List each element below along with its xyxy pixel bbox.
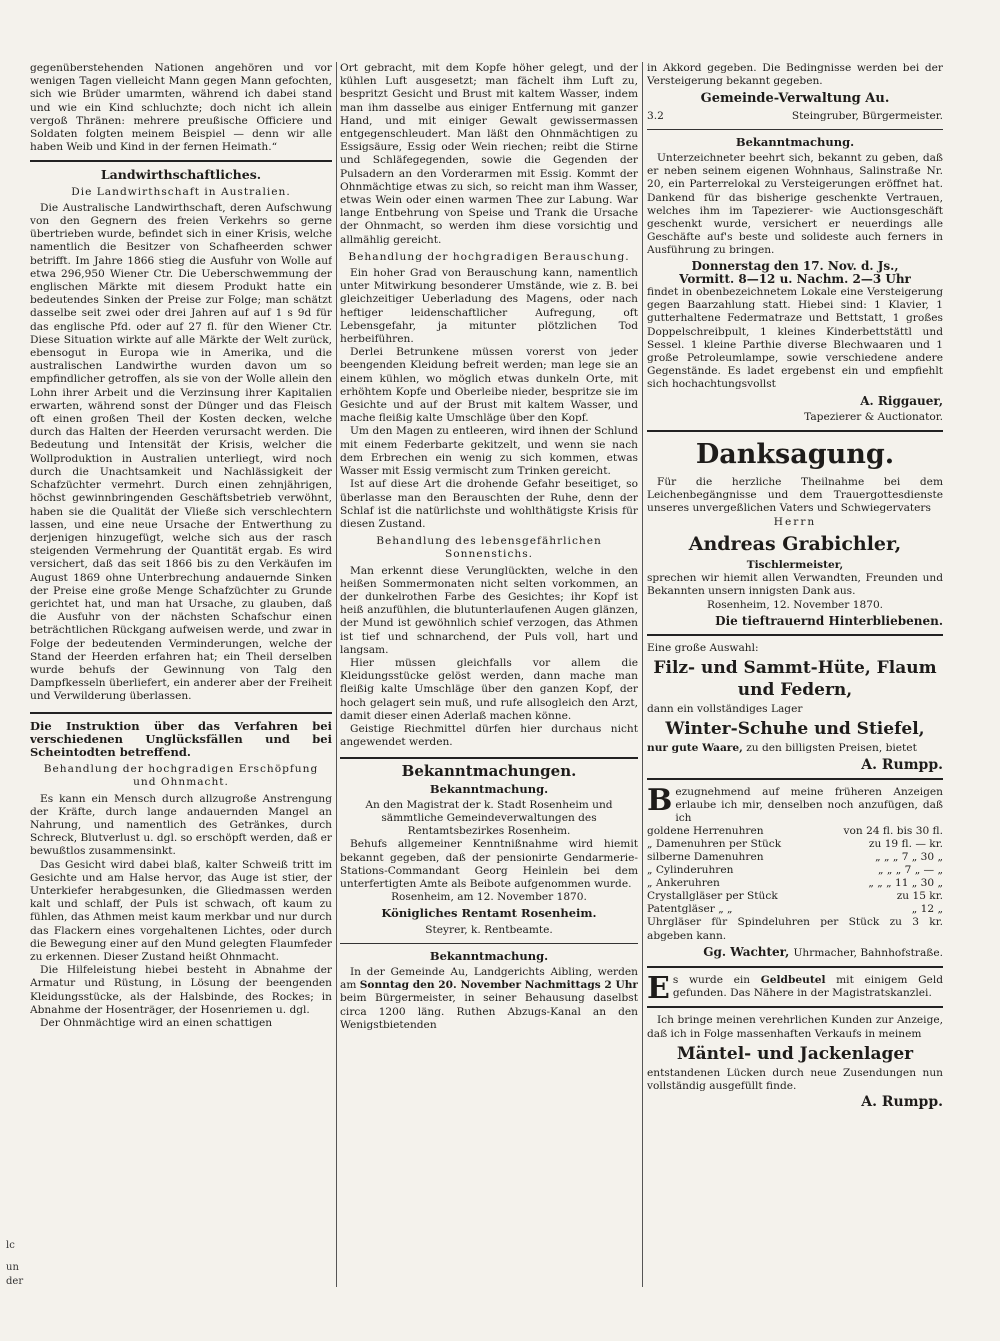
ad-signature: A. Rumpp. [861, 1094, 943, 1111]
notice-signature: Königliches Rentamt Rosenheim. [381, 906, 597, 921]
divider [647, 430, 943, 432]
ad-intro: Eine große Auswahl: [647, 641, 759, 654]
watch-ad [647, 782, 943, 960]
divider [647, 966, 943, 968]
price-row [647, 864, 943, 877]
ad-body: dann ein vollständiges Lager [647, 703, 803, 716]
price-value: „ „ „ 11 „ 30 „ [868, 877, 943, 890]
article-paragraph: Die Hilfeleistung hiebei besteht in Abnahme der Armatur und Rüstung, in Lösung der beengenden Kleidungsstücke, als der Halsbinde, des Rockes; in Abnahme der Hosenträger, der Hosenriemen u. dgl. [30, 964, 332, 1016]
ad-body: Uhrgläser für Spindeluhren per Stück zu 3 kr. abgeben kann. [647, 916, 943, 942]
signer-name: Gg. Wachter, [703, 944, 790, 959]
notice-continuation: in Akkord gegeben. Die Bedingnisse werden bei der Versteigerung bekannt gegeben. [647, 62, 943, 88]
article-body: Die Australische Landwirthschaft, deren Aufschwung von den Gegnern des freien Verkehrs so gerne übertrieben wurde, befindet sich in einer Krisis, welche namentlich die Besitzer von Schafheerden schwer betrifft. Im Jahre 1866 stieg die Ausfuhr von Wolle auf etwa 296,950 Wiener Ctr. Die Ueberschwemmung der englischen Märkte mit diesem Produkt hatte ein bedeutendes Sinken der Preise zur Folge; man schätzt dasselbe seit zwei oder drei Jahren auf auf 1 s 9d für das englische Pfd. oder auf 27 fl. für den Wiener Ctr. Diese Situation wirkte auf alle Märkte der Welt zurück, ebensogut in Europa wie in Amerika, und die australischen Landwirthe wurden davon um so empfindlicher getroffen, als sie von der Wolle allein den Lohn ihrer Arbeit und die Verzinsung ihrer Kapitalien erwarten, während sonst der Dünger und das Fleisch oft einen großen Theil der Kosten decken, welche durch das Halten der Heerden verursacht werden. Die Bedeutung und Intensität der Krisis, welcher die Wollproduktion in Australien unterliegt, wird noch durch die Unachtsamkeit und Nachlässigkeit der Schafzüchter vermehrt. Durch einen zehnjährigen, höchst gewinnbringenden Geschäftsbetrieb verwöhnt, haben sie die Qualität der Vließe sich verschlechtern lassen, und eine neue Ursache der Entwerthung zu derjenigen hinzugefügt, welche sich aus der rasch steigenden Vermehrung der Quantität ergab. Es wird versichert, daß das seit 1866 bis zu den Verkäufen im August 1869 ohne Unterbrechung andauernde Sinken der Preise eine große Menge Schafzüchter zu Grunde gerichtet hat, und man hat Ursache, zu glauben, daß die Ausfuhr von der nächsten Schafschur einen beträchtlichen Rückgang aufweisen werde, und zwar in Folge der bedeutenden Verminderungen, welche der Stand der Heerden erfahren hat; ein Theil derselben wurde behufs der Gewinnung von Talg den Dampfkesseln überliefert, ein anderer aber der Freiheit und Verwilderung überlassen. [30, 201, 332, 703]
ad-body: Ich bringe meinen verehrlichen Kunden zur Anzeige, daß ich in Folge massenhaften Verkaufs in meinem [647, 1014, 943, 1040]
price-table [647, 825, 943, 916]
ad-role: Tischlermeister, [746, 558, 844, 571]
notice-text: In der Gemeinde Au, Landgerichts Aibling, werden am [340, 966, 638, 992]
notice-date-bold: Sonntag den 20. November Nachmittags 2 Uhr [359, 979, 638, 992]
price-value: zu 19 fl. — kr. [868, 838, 943, 851]
column-rule-2 [642, 62, 643, 1287]
ad-text: mit einigem Geld gefunden. Das Nähere in der Magistratskanzlei. [672, 973, 943, 1000]
section-heading: Landwirthschaftliches. [100, 167, 262, 183]
ad-signature [647, 946, 943, 960]
divider [30, 160, 332, 162]
column-rule-1 [336, 62, 337, 1287]
section-heading: Die Instruktion über das Verfahren bei verschiedenen Unglücksfällen und bei Scheintodten betreffend. [30, 718, 332, 759]
divider [647, 1006, 943, 1008]
auction-date: Donnerstag den 17. Nov. d. Js., [691, 258, 899, 273]
divider [647, 129, 943, 130]
price-value: „ „ „ 7 „ 30 „ [875, 851, 943, 864]
price-item: „ Cylinderuhren [647, 864, 734, 877]
article-paragraph: Es kann ein Mensch durch allzugroße Anstrengung der Kräfte, durch lange andauernden Mangel an Nahrung, und namentlich des Getränkes, durch Schreck, Blutverlust u. dgl. so erschöpft werden, daß er bewußtlos zusammensinkt. [30, 792, 332, 858]
price-value: „ „ „ 7 „ — „ [878, 864, 943, 877]
article-subheading: Behandlung der hochgradigen Erschöpfung und Ohnmacht. [43, 763, 319, 789]
ad-body [647, 974, 943, 1000]
price-row [647, 851, 943, 864]
margin-note: un [6, 1262, 19, 1273]
price-item: goldene Herrenuhren [647, 825, 764, 838]
ad-body [647, 742, 943, 755]
lost-found-notice [647, 970, 943, 1006]
price-item: „ Damenuhren per Stück [647, 838, 782, 851]
article-paragraph: Derlei Betrunkene müssen vorerst von jeder beengenden Kleidung befreit werden; man lege sie an einem kühlen, wo möglich etwas dunkeln Orte, mit erhöhtem Kopfe und Oberleibe nieder, bespritze sie im Gesichte und auf der Brust mit kaltem Wasser, und mache fleißig kalte Umschläge über den Kopf. [340, 346, 638, 425]
price-value: von 24 fl. bis 30 fl. [843, 825, 943, 838]
notice-title: Bekanntmachung. [735, 134, 855, 149]
article-paragraph: Ort gebracht, mit dem Kopfe höher gelegt, und der kühlen Luft ausgesetzt; man fächelt ihm Luft zu, bespritzt Gesicht und Brust mit kaltem Wasser, indem man ihm dasselbe aus einiger Entfernung mit ganzer Hand, und mit einiger Gewalt gewissermassen entgegenschleudert. Man läßt den Ohnmächtigen zu Essigsäure, Essig oder Wein riechen; reibt die Stirne und Schläfegegenden, sowie die Gegenden der Pulsadern an den Vorderarmen mit Essig. Kommt der Ohnmächtige etwas zu sich, so reicht man ihm Wasser, etwas Wein oder einen warmen Thee zur Labung. War lange Entbehrung von Speise und Trank die Ursache der Ohnmacht, so werden ihm diese vorsichtig und allmählig gereicht. [340, 62, 638, 246]
drop-cap: E [647, 970, 670, 1006]
ad-signature: A. Rumpp. [861, 756, 943, 773]
article-paragraph: Man erkennt diese Verunglückten, welche in den heißen Sommermonaten nicht selten vorkommen, an der dunkelrothen Farbe des Gesichtes; ihr Kopf ist heiß anzufühlen, die blutunterlaufenen Augen glänzen, der Mund ist gewöhnlich schief verzogen, das Athmen ist tief und schnarchend, der Puls voll, hart und langsam. [340, 564, 638, 656]
notice-body [340, 966, 638, 1032]
divider [647, 778, 943, 780]
column-middle [340, 62, 638, 1302]
price-row [647, 903, 943, 916]
ad-headline: Mäntel- und Jackenlager [676, 1043, 914, 1064]
ad-name: Andreas Grabichler, [688, 532, 902, 555]
price-value: zu 15 kr. [896, 890, 943, 903]
price-row [647, 825, 943, 838]
ad-emphasis: Geldbeutel [760, 973, 826, 986]
article-continuation: gegenüberstehenden Nationen angehören und vor wenigen Tagen vielleicht Mann gegen Mann gefochten, sich wie Brüder umarmten, während ich dabei stand und wie ein Kind schluchzte; doch nicht ich allein vergoß Thränen: mehrere preußische Officiere und Soldaten folgten meinem Beispiel — denn wir alle haben Weib und Kind in der fernen Heimath.“ [30, 62, 332, 154]
ad-body: sprechen wir hiemit allen Verwandten, Freunden und Bekannten unsern innigsten Dank aus. [647, 572, 943, 598]
margin-note: lc [6, 1240, 15, 1251]
ad-date: Rosenheim, 12. November 1870. [706, 598, 884, 611]
price-value: „ 12 „ [911, 903, 943, 916]
signer-role: Uhrmacher, Bahnhofstraße. [793, 946, 943, 959]
drop-cap: B [647, 782, 673, 818]
auction-time: Vormitt. 8—12 u. Nachm. 2—3 Uhr [679, 271, 911, 286]
price-item: Crystallgläser per Stück [647, 890, 778, 903]
notice-signer: Steyrer, k. Rentbeamte. [425, 923, 553, 936]
column-left [30, 62, 332, 1302]
divider [340, 943, 638, 944]
price-row [647, 838, 943, 851]
price-item: „ Ankeruhren [647, 877, 720, 890]
notice-body: Behufs allgemeiner Kenntnißnahme wird hiemit bekannt gegeben, daß der pensionirte Gendarmerie-Stations-Commandant Georg Heinlein bei dem unterfertigten Amte als Beibote aufgenommen wurde. [340, 838, 638, 890]
notice-role: Tapezierer & Auctionator. [804, 410, 943, 423]
ad-headline: Filz- und Sammt-Hüte, Flaum und Federn, [653, 658, 937, 701]
article-paragraph: Das Gesicht wird dabei blaß, kalter Schweiß tritt im Gesichte und am Halse hervor, das Auge ist stier, der Unterkiefer herabgesunken, die Gliedmassen werden kalt und schlaff, der Puls ist schwach, oft kaum zu fühlen, das Athmen meist kaum merkbar und nur durch das Flackern eines vorgehaltenen Lichtes, oder durch die Bewegung einer auf den Mund gelegten Flaumfeder zu erkennen. Dieser Zustand heißt Ohnmacht. [30, 858, 332, 963]
ad-emphasis: nur gute Waare, [647, 742, 743, 755]
margin-note: der [6, 1276, 24, 1287]
article-subheading: Behandlung der hochgradigen Berauschung. [348, 250, 630, 263]
price-row [647, 890, 943, 903]
notice-address: An den Magistrat der k. Stadt Rosenheim und sämmtliche Gemeindeverwaltungen des Rentamtsbezirkes Rosenheim. [365, 798, 613, 838]
ad-text: zu den billigsten Preisen, bietet [746, 742, 917, 755]
ad-signature: Die tieftrauernd Hinterbliebenen. [715, 613, 943, 628]
price-row [647, 877, 943, 890]
ad-body: entstandenen Lücken durch neue Zusendungen nun vollständig ausgefüllt finde. [647, 1066, 943, 1092]
notice-title: Bekanntmachung. [429, 948, 549, 963]
notice-signature: Gemeinde-Verwaltung Au. [700, 91, 890, 107]
notice-number: 3.2 [647, 109, 664, 122]
divider [30, 712, 332, 714]
notice-signature: A. Riggauer, [860, 393, 943, 408]
article-subheading: Die Landwirthschaft in Australien. [71, 185, 291, 198]
notice-body: findet in obenbezeichnetem Lokale eine Versteigerung gegen Baarzahlung statt. Hiebei sind: 1 Klavier, 1 gutterhaltene Federmatraze und Bettstatt, 1 großes Doppelschreibpult, 1 kleines Kinderbettstättl und Sessel. 1 kleine Parthie diverse Blechwaaren und 1 große Petroleumlampe, sowie verschiedene andere Gegenstände. Es ladet ergebenst ein und empfiehlt sich hochachtungsvollst [647, 286, 943, 391]
article-paragraph: Ein hoher Grad von Berauschung kann, namentlich unter Mitwirkung besonderer Umstände, wie z. B. bei gleichzeitiger Ueberladung des Magens, oder nach heftiger leidenschaftlicher Aufregung, oft Lebensgefahr, ja mitunter plötzlichen Tod herbeiführen. [340, 267, 638, 346]
notice-date: Rosenheim, am 12. November 1870. [391, 891, 587, 904]
ad-salutation: Herrn [773, 515, 817, 528]
ad-text: s wurde ein [672, 973, 751, 986]
section-heading: Bekanntmachungen. [401, 762, 577, 781]
notice-body: Unterzeichneter beehrt sich, bekannt zu geben, daß er neben seinem eigenen Wohnhaus, Salinstraße Nr. 20, ein Parterrelokal zu Versteigerungen eröffnet hat. Dankend für das bisherige geschenkte Vertrauen, welches ihm im Tapezierer- wie Auctionsgeschäft geschenkt wurde, versichert er neuerdings alle Geschäfte auf's beste und solideste auch ferners in Ausführung zu bringen. [647, 152, 943, 257]
article-paragraph: Hier müssen gleichfalls vor allem die Kleidungsstücke gelöst werden, dann mache man fleißig kalte Umschläge über den ganzen Kopf, der hoch gelagert sein muß, und rufe allsogleich den Arzt, damit dieser einen Aderlaß machen könne. [340, 656, 638, 722]
ad-headline: Danksagung. [695, 439, 895, 471]
notice-text: beim Bürgermeister, in seiner Behausung daselbst circa 1200 läng. Ruthen Abzugs-Kanal an den Wenigstbietenden [340, 992, 638, 1031]
article-paragraph: Um den Magen zu entleeren, wird ihnen der Schlund mit einem Federbarte gekitzelt, und wenn sie nach dem Erbrechen ein wenig zu sich kommen, etwas Wasser mit Essig vermischt zum Trinken gereicht. [340, 425, 638, 478]
notice-signer [647, 110, 943, 123]
divider [647, 634, 943, 636]
ad-body: Für die herzliche Theilnahme bei dem Leichenbegängnisse und dem Trauergottesdienste unseres unvergeßlichen Vaters und Schwiegervaters [647, 476, 943, 515]
divider [340, 757, 638, 759]
column-right [647, 62, 943, 1302]
ad-headline: Winter-Schuhe und Stiefel, [665, 719, 925, 740]
article-paragraph: Geistige Riechmittel dürfen hier durchaus nicht angewendet werden. [340, 722, 638, 749]
signer-name: Steingruber, Bürgermeister. [791, 109, 943, 122]
article-paragraph: Der Ohnmächtige wird an einen schattigen [40, 1017, 273, 1030]
article-paragraph: Ist auf diese Art die drohende Gefahr beseitiget, so überlasse man den Berauschten der Ruhe, denn der Schlaf ist die natürlichste und wohlthätigste Krisis für diesen Zustand. [340, 478, 638, 530]
price-item: Patentgläser „ „ [647, 903, 733, 916]
ad-body: ezugnehmend auf meine früheren Anzeigen erlaube ich mir, denselben noch anzufügen, daß ich [675, 785, 943, 825]
article-subheading: Behandlung des lebensgefährlichen Sonnenstichs. [376, 535, 602, 561]
notice-title: Bekanntmachung. [429, 781, 549, 796]
price-item: silberne Damenuhren [647, 851, 764, 864]
